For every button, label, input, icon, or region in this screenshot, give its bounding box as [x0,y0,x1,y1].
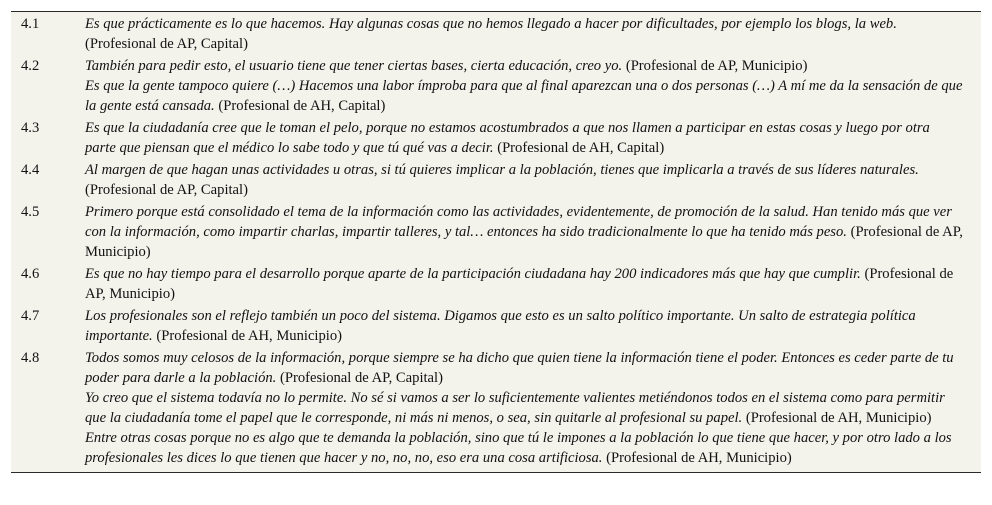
quote-paragraph [85,160,963,200]
table-row [11,346,981,473]
row-number: 4.1 [21,16,40,32]
row-number: 4.7 [21,308,40,324]
table-row [11,54,981,116]
quotes-table-body [11,12,981,473]
row-number: 4.5 [21,204,40,220]
table-row [11,304,981,346]
quote-source: (Profesional de AH, Capital) [218,98,386,114]
quote-source: (Profesional de AP, Capital) [85,182,248,198]
quote-paragraph [85,202,963,262]
quote-text: Es que prácticamente es lo que hacemos. Hay algunas cosas que no hemos llegado a hacer por dificultades, por ejemplo los blogs, la web. [85,16,897,32]
quote-paragraph [85,264,963,304]
quote-source: (Profesional de AP, Capital) [280,370,443,386]
row-number: 4.8 [21,350,40,366]
quote-paragraph [85,56,963,76]
quotes-table [11,11,981,473]
table-row [11,116,981,158]
row-quotes [85,346,981,473]
quote-paragraph [85,348,963,388]
quote-paragraph [85,388,963,428]
table-row [11,158,981,200]
row-number: 4.3 [21,120,40,136]
quote-paragraph [85,118,963,158]
row-quotes [85,116,981,158]
table-row [11,12,981,55]
row-number: 4.6 [21,266,40,282]
quote-source: (Profesional de AH, Municipio) [606,450,792,466]
row-quotes [85,262,981,304]
quote-paragraph [85,14,963,54]
table-row [11,262,981,304]
row-number: 4.2 [21,58,40,74]
quote-paragraph [85,428,963,468]
row-quotes [85,158,981,200]
quote-text: Es que no hay tiempo para el desarrollo porque aparte de la participación ciudadana hay 200 indicadores más que hay que cumplir. [85,266,861,282]
quote-text: Primero porque está consolidado el tema de la información como las actividades, evidentemente, de promoción de la salud. Han tenido más que ver con la información, como impartir charlas, impartir talleres, y tal… entonces ha sido tradicionalmente lo que ha tenido más peso. [85,204,952,240]
row-quotes [85,54,981,116]
row-number: 4.4 [21,162,40,178]
row-quotes [85,200,981,262]
quote-text: Todos somos muy celosos de la información, porque siempre se ha dicho que quien tiene la información tiene el poder. Entonces es ceder parte de tu poder para darle a la población. [85,350,954,386]
quote-paragraph [85,306,963,346]
quote-paragraph [85,76,963,116]
quote-text: Es que la gente tampoco quiere (…) Hacemos una labor ímproba para que al final aparezcan una o dos personas (…) A mí me da la sensación de que la gente está cansada. [85,78,963,114]
quote-text: Entre otras cosas porque no es algo que te demanda la población, sino que tú le impones a la población lo que tiene que hacer, y por otro lado a los profesionales les dices lo que tienen que hacer y no, no, no, eso era una cosa artificiosa. [85,430,952,466]
row-quotes [85,304,981,346]
quote-text: Al margen de que hagan unas actividades u otras, si tú quieres implicar a la población, tienes que implicarla a través de sus líderes naturales. [85,162,919,178]
row-quotes [85,12,981,55]
quote-source: (Profesional de AP, Municipio) [85,224,963,260]
quote-source: (Profesional de AP, Capital) [85,36,248,52]
quote-text: También para pedir esto, el usuario tiene que tener ciertas bases, cierta educación, creo yo. [85,58,623,74]
quote-text: Es que la ciudadanía cree que le toman el pelo, porque no estamos acostumbrados a que nos llamen a participar en estas cosas y luego por otra parte que piensan que el médico lo sabe todo y que tú qué vas a decir. [85,120,930,156]
table-row [11,200,981,262]
quote-text: Los profesionales son el reflejo también un poco del sistema. Digamos que esto es un salto político importante. Un salto de estrategia política importante. [85,308,916,344]
quote-source: (Profesional de AH, Capital) [497,140,665,156]
quote-source: (Profesional de AP, Municipio) [625,58,808,74]
quote-source: (Profesional de AH, Municipio) [156,328,342,344]
quote-source: (Profesional de AP, Municipio) [85,266,954,302]
quote-text: Yo creo que el sistema todavía no lo permite. No sé si vamos a ser lo suficientemente valientes metiéndonos todos en el sistema como para permitir que la ciudadanía tome el papel que le corresponde, ni más ni menos, o sea, sin quitarle al profesional su papel. [85,390,945,426]
quote-source: (Profesional de AH, Municipio) [745,410,932,426]
